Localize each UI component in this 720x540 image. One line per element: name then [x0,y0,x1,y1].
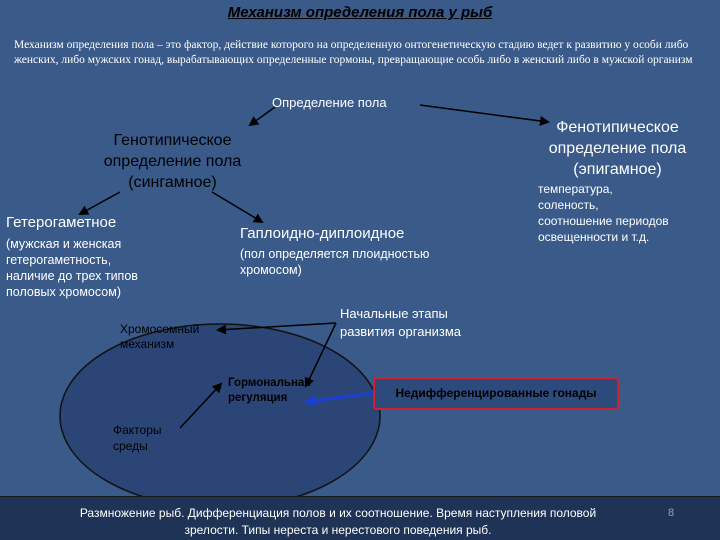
hormonal-regulation [228,376,338,406]
chromosomal-mechanism [120,322,230,352]
phenotypic-desc [538,181,713,245]
haplodiploid-desc1: (пол определяется плоидностью [240,247,430,261]
haplodiploid-desc [240,246,490,278]
arrow-genotypic-to-heterogametic [80,192,120,214]
phenotypic-desc4: освещенности и т.д. [538,230,650,244]
hormonal-line1: Гормональная [228,377,311,389]
phenotypic-line3: (эпигамное) [573,161,662,178]
footer-line2: зрелости. Типы нереста и нерестового поведения рыб. [184,523,492,537]
slide-title: Механизм определения пола у рыб [227,4,493,21]
hormonal-line2: регуляция [228,392,288,404]
genotypic-line1: Генотипическое [113,132,232,149]
phenotypic-node [530,117,705,180]
root-label: Определение пола [272,95,387,110]
gonads-label: Недифференцированные гонады [395,386,597,400]
early-stages-line2: развития организма [340,324,462,339]
heterogametic-title: Гетерогаметное [6,214,117,231]
phenotypic-desc3: соотношение периодов [538,214,669,228]
genotypic-node [85,130,260,193]
heterogametic-desc [6,236,206,300]
environment-factors [113,422,193,454]
chromosomal-line2: механизм [120,337,175,351]
phenotypic-desc1: температура, [538,182,613,196]
footer-text [58,505,618,539]
page-number: 8 [668,507,675,519]
early-stages [340,305,510,341]
haplodiploid-desc2: хромосом) [240,263,302,277]
phenotypic-line2: определение пола [548,140,687,157]
environment-line2: среды [113,439,148,453]
heterogametic-desc3: наличие до трех типов [6,269,138,283]
heterogametic-desc1: (мужская и женская [6,237,122,251]
phenotypic-line1: Фенотипическое [556,119,679,136]
arrow-root-to-phenotypic [420,105,548,122]
environment-line1: Факторы [113,423,162,437]
genotypic-line3: (сингамное) [128,174,217,191]
arrow-genotypic-to-haplodiploid [212,192,262,222]
chromosomal-line1: Хромосомный [120,322,200,336]
early-stages-line1: Начальные этапы [340,306,448,321]
heterogametic-desc2: гетерогаметность, [6,253,112,267]
haplodiploid-title: Гаплоидно-диплоидное [240,225,405,242]
heterogametic-desc4: половых хромосом) [6,285,121,299]
genotypic-line2: определение пола [103,153,242,170]
phenotypic-desc2: соленость, [538,198,599,212]
footer-line1: Размножение рыб. Дифференциация полов и их соотношение. Время наступления половой [79,506,597,520]
intro-text: Механизм определения пола – это фактор, действие которого на определенную онтогенетическую стадию ведет к развитию у особи либо женских, либо мужских гонад, вырабатывающих определенные гормоны, превращающие особь либо в женский либо в мужской организм [14,39,693,66]
